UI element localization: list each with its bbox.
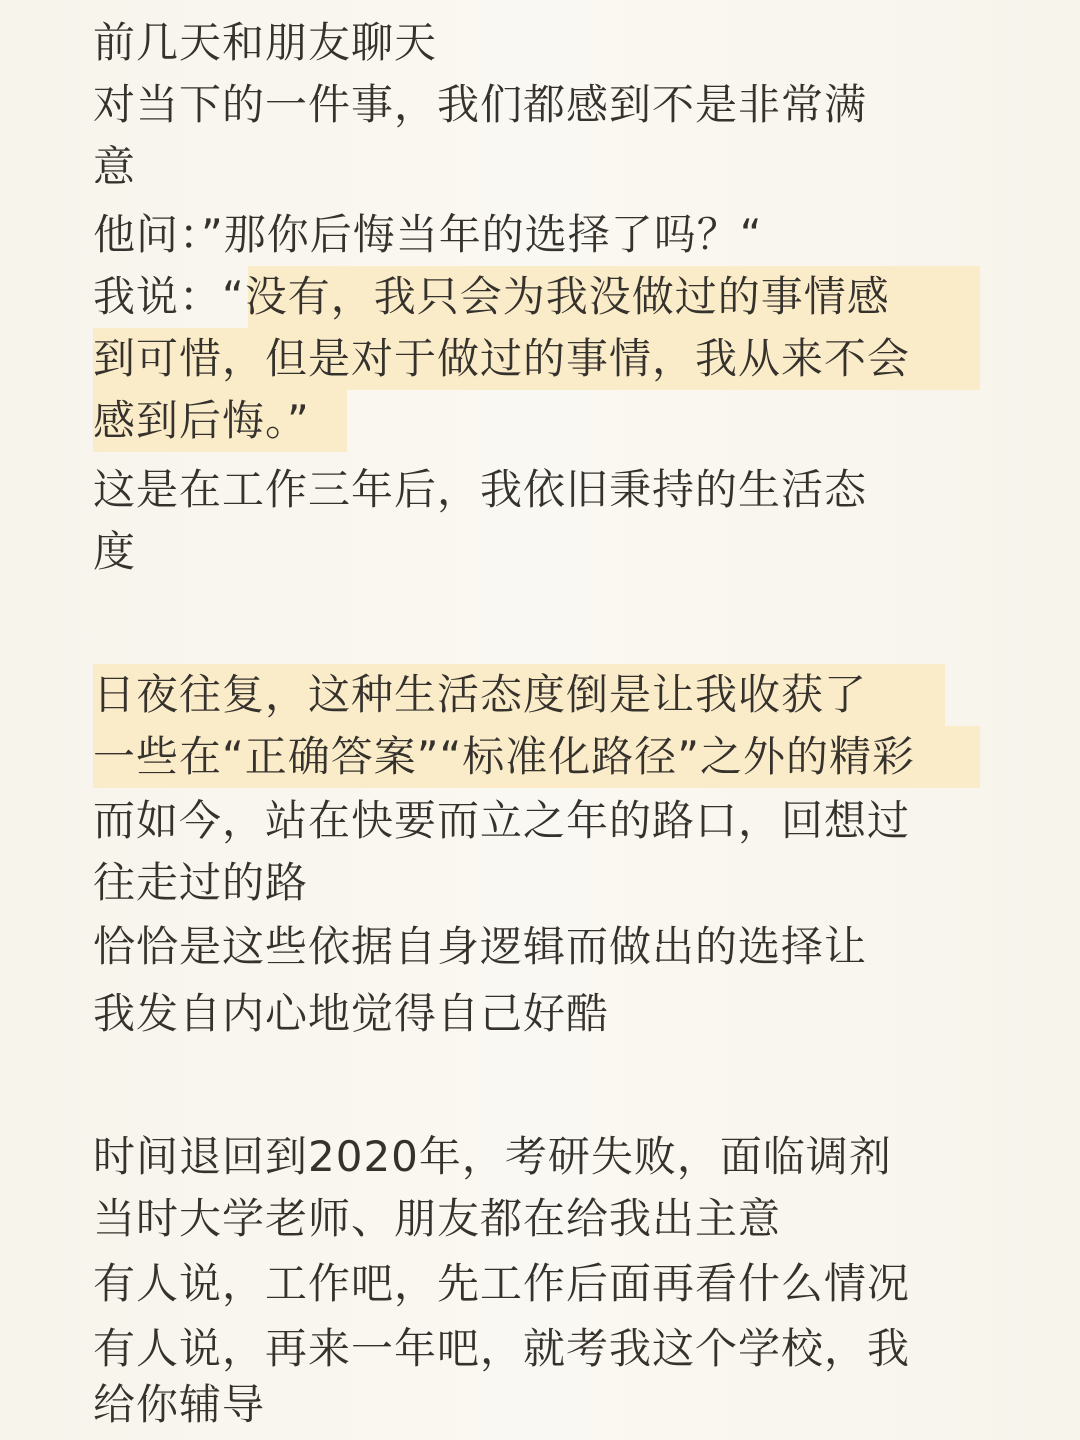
text-line — [93, 790, 910, 852]
text-line — [93, 1253, 910, 1315]
highlighted-text: “没有，我只会为我没做过的事情感 — [222, 272, 890, 321]
line-text: 往走过的路 — [93, 858, 309, 907]
text-line — [93, 136, 136, 198]
line-text: 给你辅导 — [93, 1380, 266, 1429]
text-line — [93, 983, 609, 1045]
line-text: 当时大学老师、朋友都在给我出主意 — [93, 1194, 782, 1243]
highlighted-text: 感到后悔。” — [93, 396, 310, 445]
line-text: 有人说，再来一年吧，就考我这个学校，我 — [93, 1324, 911, 1373]
text-line — [93, 726, 915, 788]
line-text: 前几天和朋友聊天 — [93, 18, 438, 67]
line-text: 对当下的一件事，我们都感到不是非常满 — [93, 80, 868, 129]
line-text: 他问：”那你后悔当年的选择了吗？“ — [93, 210, 763, 259]
line-text: 这是在工作三年后，我依旧秉持的生活态 — [93, 465, 868, 514]
highlighted-text: 日夜往复，这种生活态度倒是让我收获了 — [93, 670, 868, 719]
line-text: 时间退回到2020年，考研失败，面临调剂 — [93, 1132, 892, 1181]
text-line — [93, 1374, 265, 1436]
text-line — [93, 74, 867, 136]
text-line — [93, 328, 910, 390]
text-line — [93, 521, 136, 583]
text-line — [93, 12, 437, 74]
line-text: 我发自内心地觉得自己好酷 — [93, 989, 610, 1038]
text-line — [93, 1126, 892, 1188]
text-line — [93, 1188, 781, 1250]
text-line — [93, 664, 867, 726]
text-line — [93, 916, 867, 978]
line-text: 度 — [93, 527, 137, 576]
highlighted-text: 到可惜，但是对于做过的事情，我从来不会 — [93, 334, 911, 383]
text-line — [93, 1318, 910, 1380]
text-line — [93, 204, 763, 266]
text-line — [93, 266, 890, 328]
text-line — [93, 852, 308, 914]
line-text: 意 — [93, 142, 137, 191]
text-line — [93, 459, 867, 521]
line-text: 而如今，站在快要而立之年的路口，回想过 — [93, 796, 911, 845]
line-text: 恰恰是这些依据自身逻辑而做出的选择让 — [93, 922, 868, 971]
highlighted-text: 一些在“正确答案”“标准化路径”之外的精彩 — [93, 732, 916, 781]
line-text: 有人说，工作吧，先工作后面再看什么情况 — [93, 1259, 911, 1308]
text-line — [93, 390, 310, 452]
line-prefix: 我说： — [93, 272, 223, 321]
